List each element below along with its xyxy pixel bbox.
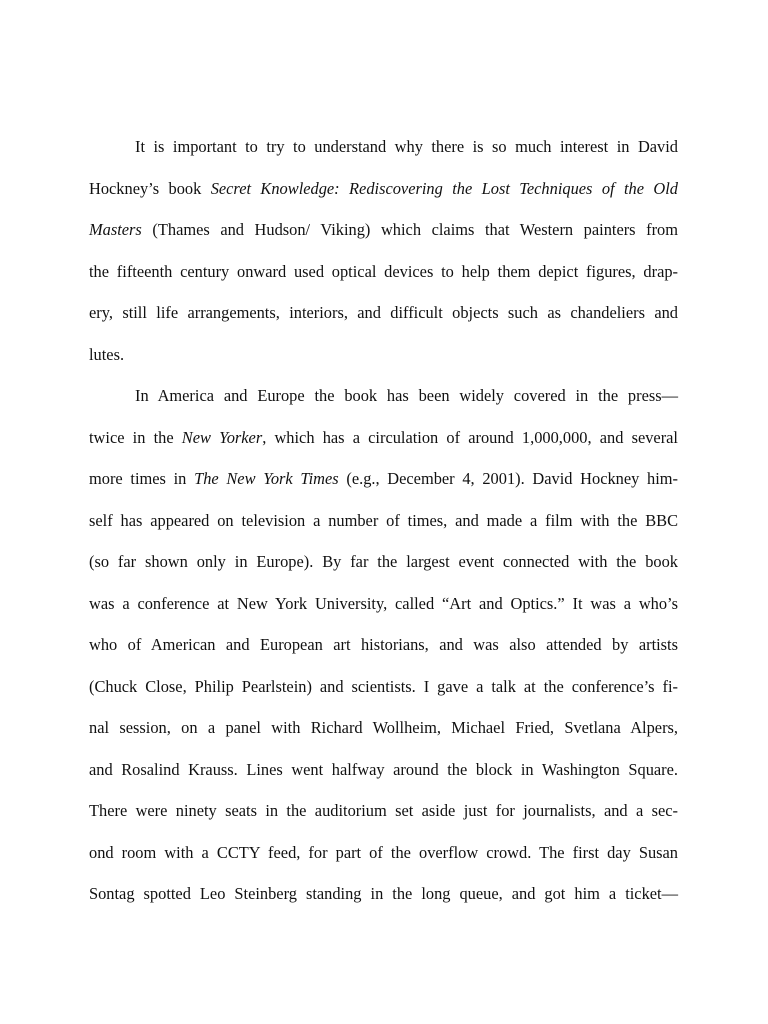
- italic-title: The New York Times: [194, 469, 339, 488]
- text-line: [89, 624, 678, 666]
- text-run: twice in the: [89, 427, 182, 447]
- text-run: In America and Europe the book has been widely covered in the press—: [135, 386, 678, 405]
- text-run: and Rosalind Krauss. Lines went halfway around the block in Washington Square.: [89, 759, 678, 779]
- text-run: Hockney’s book: [89, 178, 211, 198]
- text-line: [89, 790, 678, 832]
- text-line: [89, 126, 678, 168]
- text-line: [89, 458, 678, 500]
- text-run: There were ninety seats in the auditorium set aside just for journalists, and a sec-: [89, 801, 678, 820]
- text-line: [89, 832, 678, 874]
- paragraph: [89, 126, 678, 375]
- text-line: [89, 417, 678, 459]
- text-line: [89, 209, 678, 251]
- text-run: (Thames and Hudson/ Viking) which claims that Western painters from: [141, 220, 678, 239]
- text-line: [89, 666, 678, 708]
- text-run: the fifteenth century onward used optical devices to help them depict figures, drap-: [89, 261, 678, 281]
- text-line: [89, 251, 678, 293]
- text-run: (Chuck Close, Philip Pearlstein) and scientists. I gave a talk at the conference’s fi-: [89, 676, 678, 696]
- text-line: [89, 541, 678, 583]
- paragraph: [89, 375, 678, 915]
- italic-title: Masters: [89, 220, 142, 239]
- text-line: [89, 873, 678, 915]
- text-run: It is important to try to understand why there is so much interest in David: [135, 137, 678, 156]
- text-line: [89, 583, 678, 625]
- text-line: [89, 500, 678, 542]
- italic-title: New Yorker: [181, 427, 263, 447]
- text-line: [89, 375, 678, 417]
- text-run: , which has a circulation of around 1,000,000, and several: [262, 427, 678, 447]
- text-run: ery, still life arrangements, interiors, and difficult objects such as chandeliers and: [89, 303, 678, 322]
- text-run: (e.g., December 4, 2001). David Hockney him-: [338, 469, 679, 488]
- italic-title: Secret Knowledge: Rediscovering the Lost Techniques of the Old: [210, 178, 678, 198]
- text-run: who of American and European art historians, and was also attended by artists: [89, 635, 678, 654]
- text-run: was a conference at New York University, called “Art and Optics.” It was a who’s: [89, 593, 678, 613]
- text-run: self has appeared on television a number of times, and made a film with the BBC: [89, 510, 678, 530]
- text-run: ond room with a CCTY feed, for part of the overflow crowd. The first day Susan: [89, 842, 678, 862]
- text-line: [89, 168, 678, 210]
- text-line: [89, 292, 678, 334]
- text-line: [89, 334, 678, 376]
- text-line: [89, 749, 678, 791]
- body-text: [89, 126, 678, 915]
- text-run: more times in: [89, 469, 195, 488]
- text-run: nal session, on a panel with Richard Wollheim, Michael Fried, Svetlana Alpers,: [89, 718, 678, 737]
- text-run: Sontag spotted Leo Steinberg standing in the long queue, and got him a ticket—: [89, 884, 678, 903]
- text-line: [89, 707, 678, 749]
- text-run: (so far shown only in Europe). By far the largest event connected with the book: [89, 552, 678, 571]
- text-run: lutes.: [89, 344, 125, 364]
